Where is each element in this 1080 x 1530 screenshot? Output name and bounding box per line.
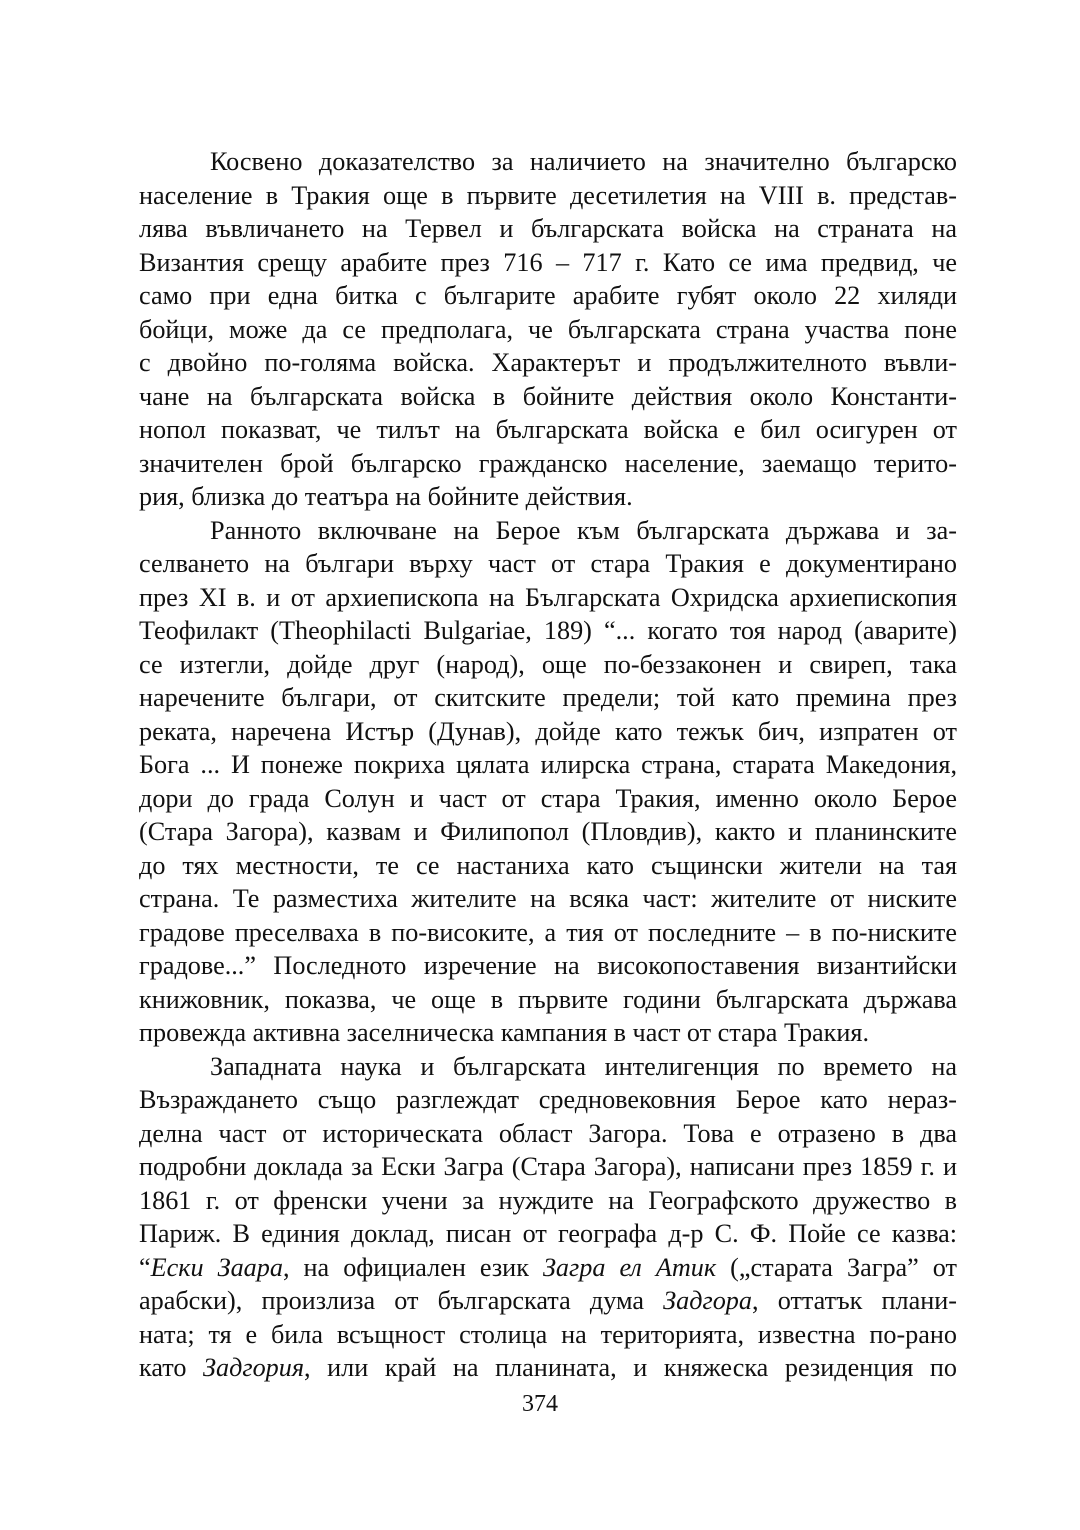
text-line: Косвено доказателство за наличието на значително българско bbox=[210, 147, 957, 176]
italic-term: Ески Заара bbox=[150, 1252, 283, 1282]
text-line: реката, наречена Истър (Дунав), дойде като тежък бич, изпратен от bbox=[139, 716, 957, 746]
text-line bbox=[139, 1351, 957, 1385]
text-line: значителен брой българско гражданско население, заемащо терито- bbox=[139, 448, 957, 478]
text-line: (Стара Загора), казвам и Филипопол (Пловдив), както и планинските bbox=[139, 817, 957, 846]
italic-term: Загра ел Атик bbox=[542, 1252, 717, 1282]
page-number: 374 bbox=[522, 1391, 558, 1417]
body-text bbox=[139, 145, 957, 1385]
text-line: се изтегли, дойде друг (народ), още по-беззаконен и свиреп, така bbox=[139, 649, 957, 679]
paragraph-1 bbox=[139, 145, 957, 514]
text-line: до тях местности, те се настаниха като същински жители на тая bbox=[139, 850, 957, 880]
text-run: , оттатък плани- bbox=[751, 1286, 957, 1315]
text-line: бойци, може да се предполага, че българската страна участва поне bbox=[139, 314, 957, 344]
italic-term: Задгория bbox=[203, 1353, 305, 1382]
text-line: население в Тракия още в първите десетилетия на VIII в. представ- bbox=[139, 180, 957, 210]
text-run: арабски), произлиза от българската дума bbox=[139, 1286, 664, 1315]
text-run: “ bbox=[139, 1252, 151, 1282]
text-run: („старата Загра” от bbox=[716, 1252, 958, 1282]
text-line: 1861 г. от френски учени за нуждите на Географското дружество в bbox=[139, 1185, 957, 1215]
text-run: , на официален език bbox=[282, 1252, 543, 1282]
text-line: с двойно по-голяма войска. Характерът и продължителното въвли- bbox=[139, 348, 957, 377]
text-line: наречените българи, от скитските предели; той като премина през bbox=[139, 683, 957, 712]
text-line: Теофилакт (Theophilacti Bulgariae, 189) “... когато тоя народ (аварите) bbox=[139, 616, 957, 645]
text-line: книжовник, показва, че още в първите години българската държава bbox=[139, 984, 957, 1014]
text-line: Бога ... И понеже покриха цялата илирска страна, старата Македония, bbox=[139, 750, 957, 779]
text-line bbox=[139, 1284, 957, 1318]
text-line: провежда активна заселническа кампания в част от стара Тракия. bbox=[139, 1018, 869, 1047]
text-line bbox=[139, 1251, 957, 1285]
text-line: Византия срещу арабите през 716 – 717 г. Като се има предвид, че bbox=[139, 247, 957, 277]
text-line: градове...” Последното изречение на високопоставения византийски bbox=[139, 951, 957, 980]
text-line: градове преселваха в по-високите, а тия от последните – в по-ниските bbox=[139, 917, 957, 947]
paragraph-3 bbox=[139, 1050, 957, 1385]
text-line: селването на българи върху част от стара Тракия е документирано bbox=[139, 549, 957, 578]
text-line: ната; тя е била всъщност столица на територията, известна по-рано bbox=[139, 1319, 957, 1349]
text-line: дори до града Солун и част от стара Тракия, именно около Берое bbox=[139, 783, 957, 813]
text-line: Възраждането също разглеждат средновековния Берое като нераз- bbox=[139, 1085, 957, 1114]
text-line: чане на българската войска в бойните действия около Константи- bbox=[139, 381, 957, 411]
text-line: нопол показват, че тилът на българската войска е бил осигурен от bbox=[139, 415, 957, 444]
text-line: Западната наука и българската интелигенция по времето на bbox=[210, 1051, 957, 1081]
text-line: Париж. В единия доклад, писан от географа д-р С. Ф. Пойе се казва: bbox=[139, 1219, 957, 1248]
text-line: рия, близка до театъра на бойните действия. bbox=[139, 482, 633, 511]
text-line: през XI в. и от архиепископа на Българската Охридска архиепископия bbox=[139, 582, 957, 612]
paragraph-2 bbox=[139, 514, 957, 1050]
text-line: подробни доклада за Ески Загра (Стара Загора), написани през 1859 г. и bbox=[139, 1152, 957, 1181]
text-line: Ранното включване на Берое към българската държава и за- bbox=[210, 515, 957, 545]
text-run: като bbox=[139, 1353, 204, 1382]
text-run: , или край на планината, и княжеска резиденция по bbox=[304, 1353, 957, 1382]
text-line: страна. Те разместиха жителите на всяка част: жителите от ниските bbox=[139, 884, 957, 913]
text-line: лява въвличането на Тервел и българската войска на страната на bbox=[139, 214, 957, 243]
text-line: делна част от историческата област Загора. Това е отразено в два bbox=[139, 1118, 957, 1148]
italic-term: Задгора bbox=[663, 1286, 752, 1315]
text-line: само при една битка с българите арабите губят около 22 хиляди bbox=[139, 281, 957, 310]
